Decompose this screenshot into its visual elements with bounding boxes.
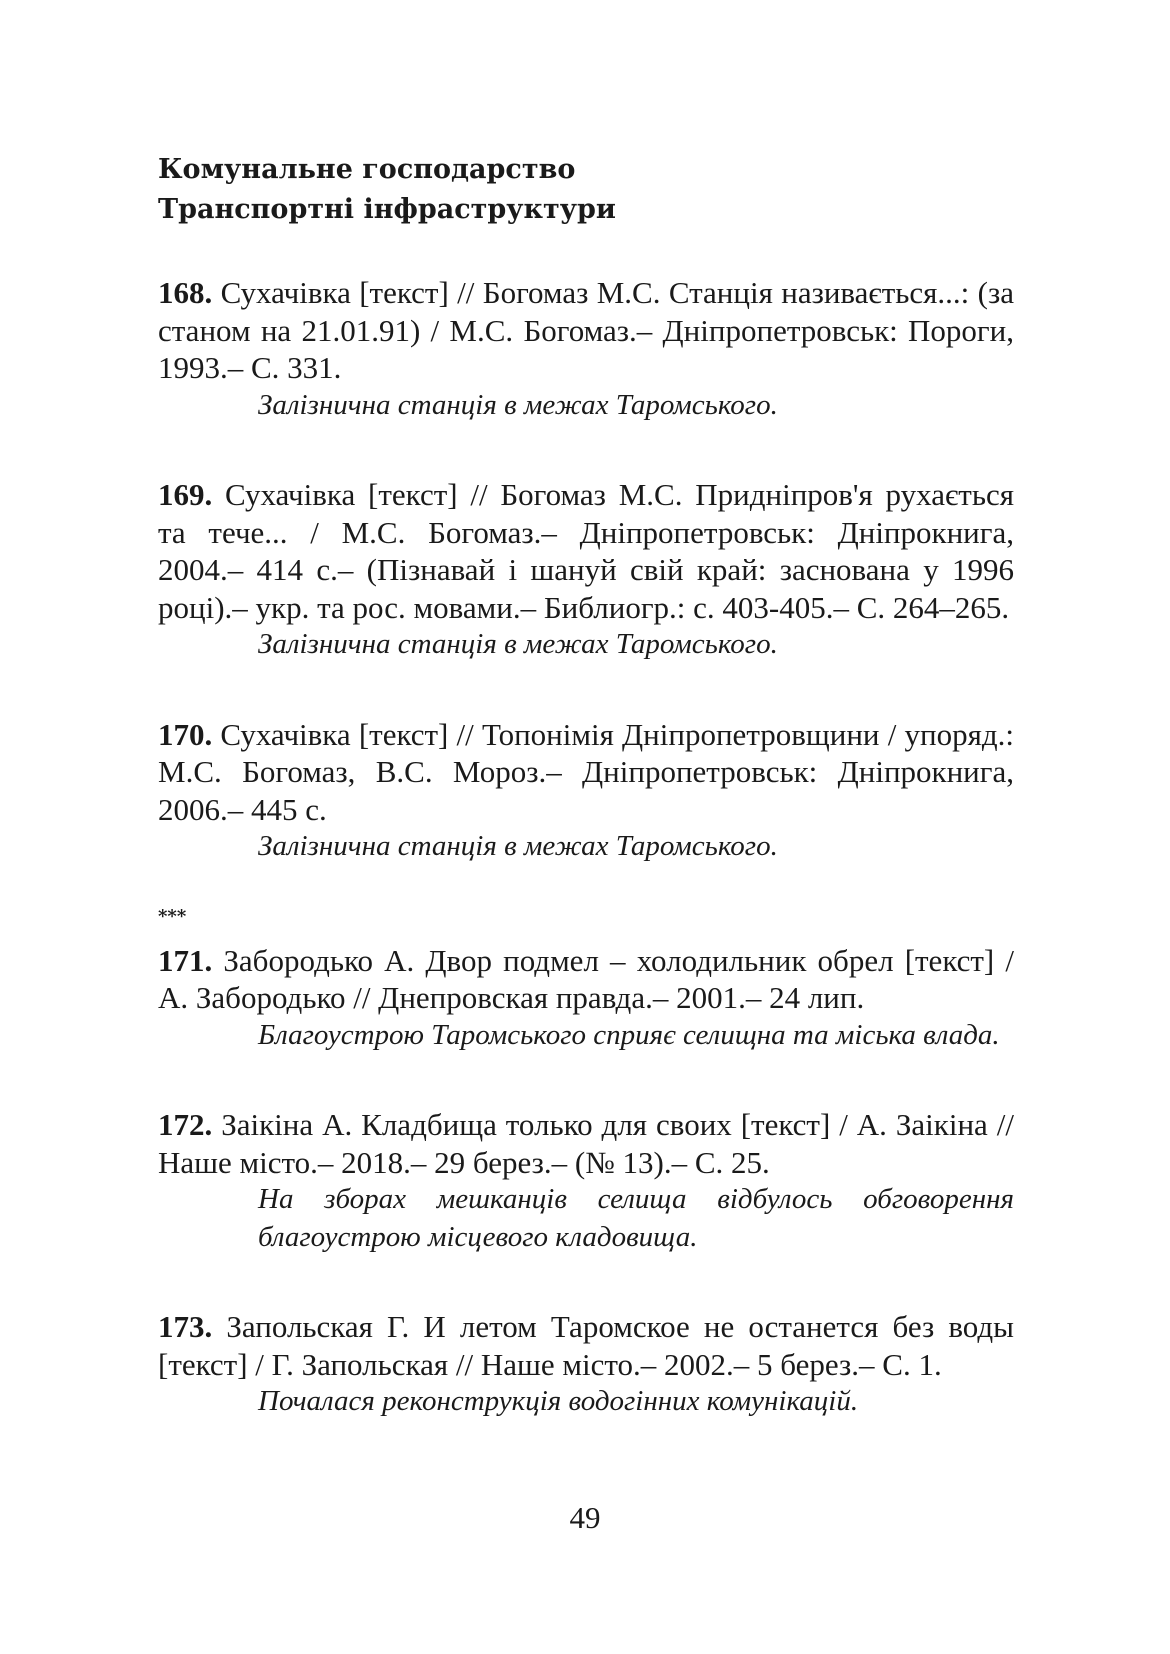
section-separator: *** (158, 905, 187, 927)
bibliography-list (158, 274, 1014, 1421)
entry-text: Запольская Г. И летом Таромское не останется без воды [текст] / Г. Запольская // Наше місто.– 2002.– 5 берез.– С. 1. (158, 1309, 1014, 1382)
entry-text: Сухачівка [текст] // Богомаз М.С. Придніпров'я рухається та тече... / М.С. Богомаз.– Дніпропетровськ: Дніпрокнига, 2004.– 414 с.– (Пізнавай і шануй свій край: заснована у 1996 році).– укр. та рос. мовами.– Библиогр.: с. 403-405.– С. 264–265. (158, 477, 1014, 625)
bibliography-entry (158, 476, 1014, 664)
entry-citation (158, 1308, 1014, 1383)
entry-text: Заікіна А. Кладбища только для своих [текст] / А. Заікіна // Наше місто.– 2018.– 29 берез.– (№ 13).– С. 25. (158, 1107, 1014, 1180)
bibliography-entry (158, 1308, 1014, 1421)
entry-citation (158, 716, 1014, 829)
heading-line-2: Транспортні інфраструктури (158, 194, 616, 225)
entry-number: 170. (158, 716, 213, 752)
section-heading (158, 150, 1014, 230)
document-page (158, 150, 1014, 1421)
bibliography-entry (158, 1106, 1014, 1256)
entry-annotation: Залізнична станція в межах Таромського. (258, 628, 778, 660)
bibliography-entry (158, 942, 1014, 1055)
entry-annotation: На зборах мешканців селища відбулось обговорення благоустрою місцевого кладовища. (258, 1183, 1014, 1253)
entry-text: Забородько А. Двор подмел – холодильник обрел [текст] / А. Забородько // Днепровская правда.– 2001.– 24 лип. (158, 942, 1014, 1015)
bibliography-entry (158, 716, 1014, 866)
entry-text: Сухачівка [текст] // Топонімія Дніпропетровщини / упоряд.: М.С. Богомаз, В.С. Мороз.– Дніпропетровськ: Дніпрокнига, 2006.– 445 с. (158, 716, 1014, 827)
entry-text: Сухачівка [текст] // Богомаз М.С. Станція називається...: (за станом на 21.01.91) / М.С. Богомаз.– Дніпропетровськ: Пороги, 1993.– С. 331. (158, 275, 1014, 385)
entry-citation (158, 1106, 1014, 1181)
entry-number: 169. (158, 477, 213, 512)
bibliography-entry (158, 274, 1014, 424)
entry-citation (158, 476, 1014, 626)
entry-annotation: Почалася реконструкція водогінних комунікацій. (258, 1385, 859, 1417)
entry-citation (158, 942, 1014, 1017)
entry-number: 172. (158, 1107, 213, 1142)
entry-citation (158, 274, 1014, 387)
entry-number: 173. (158, 1309, 213, 1344)
entry-annotation: Благоустрою Таромського сприяє селищна та міська влада. (258, 1018, 1000, 1051)
heading-line-1: Комунальне господарство (158, 154, 576, 185)
page-number: 49 (569, 1500, 601, 1535)
entry-annotation: Залізнична станція в межах Таромського. (258, 830, 778, 862)
entry-number: 168. (158, 275, 213, 310)
entry-annotation: Залізнична станція в межах Таромського. (258, 388, 778, 421)
entry-number: 171. (158, 942, 213, 978)
